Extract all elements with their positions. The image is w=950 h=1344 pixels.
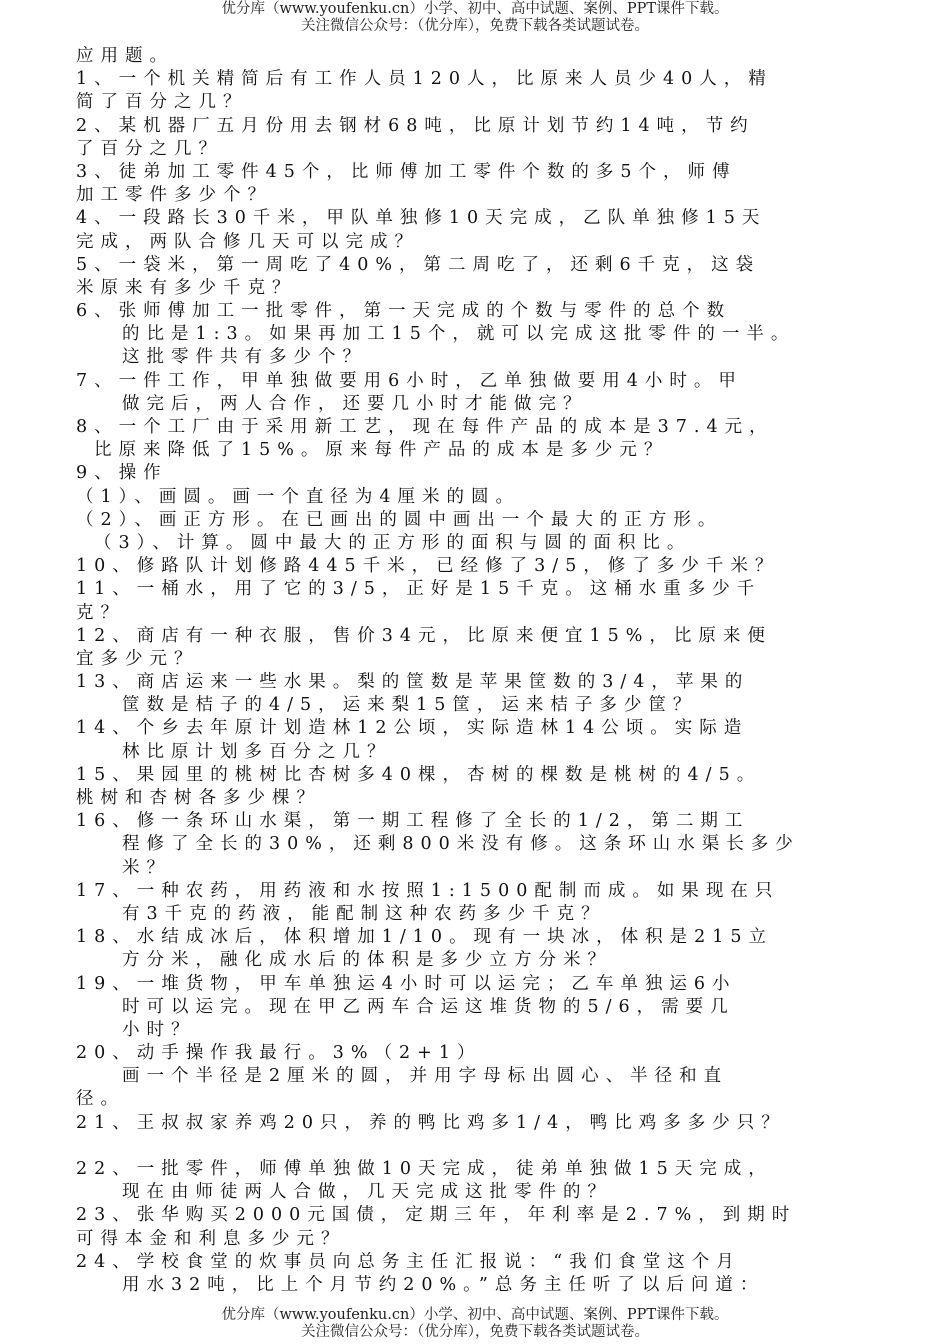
question-16-line: 程修了全长的30%，还剩800米没有修。这条环山水渠长多少 (122, 834, 800, 855)
question-13-line: 筐数是桔子的4/5，运来梨15筐，运来桔子多少筐？ (122, 695, 698, 716)
question-23-line: 可得本金和利息多少元？ (76, 1228, 346, 1249)
question-20-line: 20、动手操作我最行。3%（2+1） (76, 1043, 482, 1064)
question-11-line: 克？ (76, 602, 125, 623)
question-16-line: 米？ (122, 857, 171, 878)
question-13-line: 13、商店运来一些水果。梨的筐数是苹果筐数的3/4，苹果的 (76, 672, 750, 693)
question-18-line: 18、水结成冰后，体积增加1/10。现有一块冰，体积是215立 (76, 927, 773, 948)
document-body (76, 45, 886, 1297)
question-15-line: 桃树和杏树各多少棵？ (76, 788, 321, 808)
question-7-line: 7、一件工作，甲单独做要用6小时，乙单独做要用4小时。甲 (76, 370, 743, 391)
question-9-subitem: （2）、画正方形。在已画出的圆中画出一个最大的正方形。 (76, 509, 723, 530)
question-12-line: 宜多少元？ (76, 648, 199, 669)
question-2-line: 2、某机器厂五月份用去钢材68吨，比原计划节约14吨，节约 (76, 115, 755, 136)
question-14-line: 14、个乡去年原计划造林12公顷，实际造林14公顷。实际造 (76, 718, 749, 739)
footer-line-2: 关注微信公众号：（优分库），免费下载各类试题试卷。 (301, 1324, 649, 1340)
question-6-line: 6、张师傅加工一批零件，第一天完成的个数与零件的总个数 (76, 301, 732, 322)
question-5-line: 米原来有多少千克？ (76, 277, 297, 298)
footer-line-1: 优分库（www.youfenku.cn）小学、初中、高中试题、案例、PPT课件下载。 (221, 1307, 729, 1323)
question-6-line: 的比是1:3。如果再加工15个，就可以完成这批零件的一半。 (122, 324, 796, 345)
question-4-line: 4、一段路长30千米，甲队单独修10天完成，乙队单独修15天 (76, 208, 767, 229)
question-7-line: 做完后，两人合作，还要几小时才能做完？ (122, 393, 588, 414)
question-5-line: 5、一袋米，第一周吃了40%，第二周吃了，还剩6千克，这袋 (76, 254, 761, 275)
blank-line (76, 1135, 886, 1158)
question-8-line: 8、一个工厂由于采用新工艺，现在每件产品的成本是37.4元， (76, 417, 774, 437)
header-line-1: 优分库（www.youfenku.cn）小学、初中、高中试题、案例、PPT课件下载。 (221, 1, 729, 17)
question-8-line: 比原来降低了15%。原来每件产品的成本是多少元？ (94, 440, 669, 461)
question-3-line: 3、徒弟加工零件45个，比师傅加工零件个数的多5个，师傅 (76, 161, 737, 182)
question-10-line: 10、修路队计划修路445千米，已经修了3/5，修了多少千米？ (76, 556, 780, 577)
question-20-line: 径。 (76, 1089, 125, 1110)
question-2-line: 了百分之几？ (76, 138, 223, 159)
question-21-line: 21、王叔叔家养鸡20只，养的鸭比鸡多1/4，鸭比鸡多多少只？ (76, 1112, 786, 1133)
question-17-line: 17、一种农药，用药液和水按照1:1500配制而成。如果现在只 (76, 880, 780, 901)
question-22-line: 22、一批零件，师傅单独做10天完成，徒弟单独做15天完成， (76, 1159, 773, 1179)
page-footer (0, 1307, 950, 1341)
header-line-2: 关注微信公众号：（优分库），免费下载各类试题试卷。 (301, 18, 649, 34)
question-15-line: 15、果园里的桃树比杏树多40棵，杏树的棵数是桃树的4/5。 (76, 764, 762, 785)
question-1-line: 简了百分之几？ (76, 92, 248, 113)
question-19-line: 19、一堆货物，甲车单独运4小时可以运完；乙车单独运6小 (76, 973, 737, 994)
question-16-line: 16、修一条环山水渠，第一期工程修了全长的1/2，第二期工 (76, 811, 750, 832)
question-24-line: 用水32吨，比上个月节约20%。”总务主任听了以后问道： (122, 1274, 765, 1295)
question-12-line: 12、商店有一种衣服，售价34元，比原来便宜15%，比原来便 (76, 625, 772, 646)
question-4-line: 完成，两队合修几天可以完成？ (76, 231, 419, 252)
question-19-line: 小时？ (122, 1019, 196, 1040)
question-23-line: 23、张华购买2000元国债，定期三年，年利率是2.7%，到期时 (76, 1205, 797, 1226)
question-20-line: 画一个半径是2厘米的圆，并用字母标出圆心、半径和直 (122, 1066, 729, 1087)
question-14-line: 林比原计划多百分之几？ (122, 741, 392, 762)
section-title: 应用题。 (76, 46, 174, 66)
question-9-subitem: （1）、画圆。画一个直径为4厘米的圆。 (76, 486, 521, 507)
question-6-line: 这批零件共有多少个？ (122, 347, 367, 368)
question-3-line: 加工零件多少个？ (76, 185, 272, 206)
page-header (0, 1, 950, 35)
question-18-line: 方分米，融化成水后的体积是多少立方分米？ (122, 950, 612, 971)
question-9-subitem: （3）、计算。圆中最大的正方形的面积与圆的面积比。 (94, 532, 692, 553)
question-19-line: 时可以运完。现在甲乙两车合运这堆货物的5/6，需要几 (122, 996, 735, 1017)
question-1-line: 1、一个机关精简后有工作人员120人，比原来人员少40人，精 (76, 69, 773, 90)
question-22-line: 现在由师徒两人合做，几天完成这批零件的？ (122, 1182, 612, 1203)
question-17-line: 有3千克的药液，能配制这种农药多少千克？ (122, 903, 606, 924)
question-24-line: 24、学校食堂的炊事员向总务主任汇报说：“我们食堂这个月 (76, 1251, 741, 1272)
question-9-line: 9、操作 (76, 463, 168, 484)
question-11-line: 11、一桶水，用了它的3/5，正好是15千克。这桶水重多少千 (76, 579, 762, 600)
